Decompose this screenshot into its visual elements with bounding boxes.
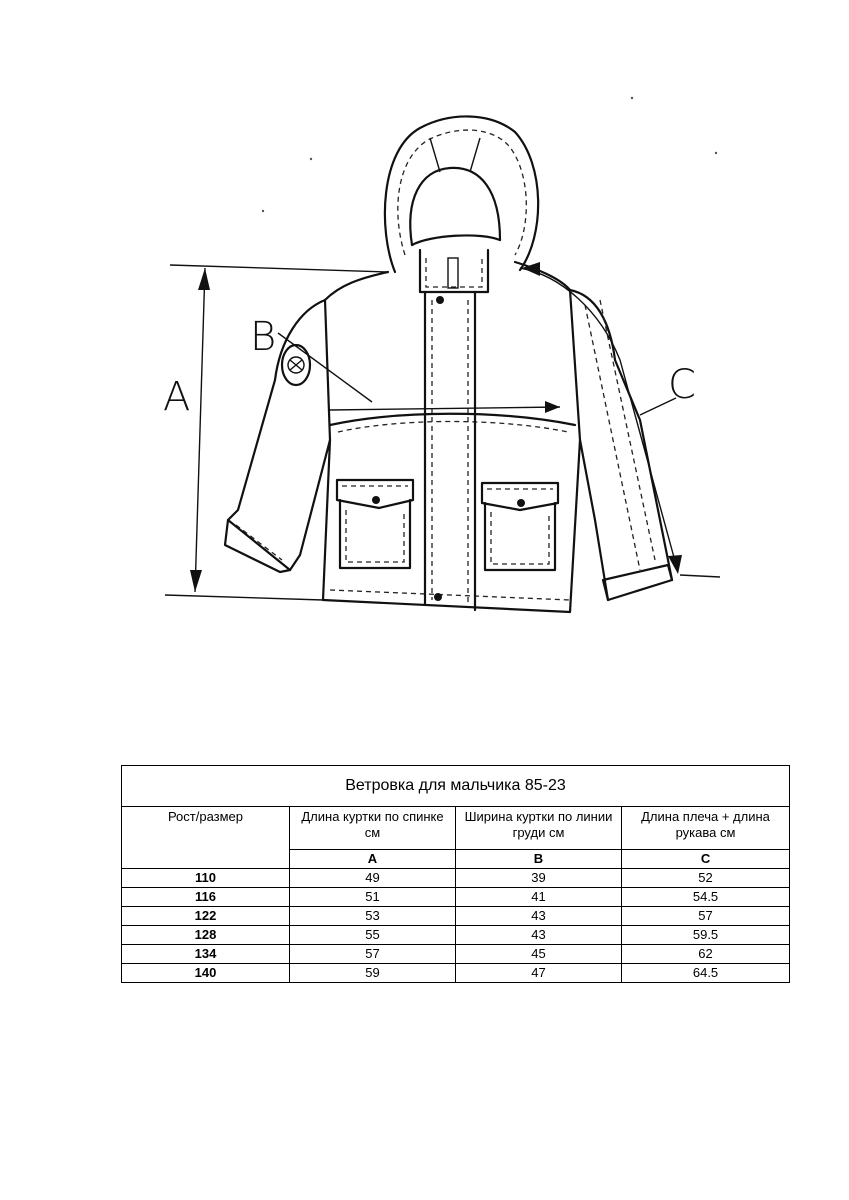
sleeve-cell: 54.5 xyxy=(622,888,790,907)
size-cell: 122 xyxy=(122,907,290,926)
letter-c: C xyxy=(622,850,790,869)
measure-label-b: B xyxy=(250,314,277,360)
table-row xyxy=(122,907,790,926)
table-title: Ветровка для мальчика 85-23 xyxy=(122,766,790,807)
width-cell: 39 xyxy=(456,869,622,888)
length-cell: 53 xyxy=(290,907,456,926)
button-icon xyxy=(436,296,444,304)
width-cell: 45 xyxy=(456,945,622,964)
letter-a: A xyxy=(290,850,456,869)
width-cell: 43 xyxy=(456,926,622,945)
length-cell: 59 xyxy=(290,964,456,983)
sleeve-cell: 59.5 xyxy=(622,926,790,945)
table-row xyxy=(122,945,790,964)
size-cell: 134 xyxy=(122,945,290,964)
width-cell: 41 xyxy=(456,888,622,907)
measure-label-c: C xyxy=(668,362,696,408)
length-cell: 51 xyxy=(290,888,456,907)
table-row xyxy=(122,926,790,945)
table-row xyxy=(122,888,790,907)
header-sleeve: Длина плеча + длина рукава см xyxy=(622,807,790,850)
sleeve-cell: 62 xyxy=(622,945,790,964)
letter-b: B xyxy=(456,850,622,869)
length-cell: 57 xyxy=(290,945,456,964)
size-cell: 116 xyxy=(122,888,290,907)
width-cell: 43 xyxy=(456,907,622,926)
size-cell: 128 xyxy=(122,926,290,945)
header-width: Ширина куртки по линии груди см xyxy=(456,807,622,850)
table-row xyxy=(122,869,790,888)
width-cell: 47 xyxy=(456,964,622,983)
sleeve-patch-icon xyxy=(282,345,310,385)
sleeve-cell: 57 xyxy=(622,907,790,926)
header-length: Длина куртки по спинке см xyxy=(290,807,456,850)
size-cell: 140 xyxy=(122,964,290,983)
table-row xyxy=(122,964,790,983)
length-cell: 55 xyxy=(290,926,456,945)
measure-label-a: A xyxy=(163,374,191,420)
header-size: Рост/размер xyxy=(122,807,290,869)
size-table xyxy=(121,765,790,983)
size-cell: 110 xyxy=(122,869,290,888)
length-cell: 49 xyxy=(290,869,456,888)
sleeve-cell: 64.5 xyxy=(622,964,790,983)
sleeve-cell: 52 xyxy=(622,869,790,888)
